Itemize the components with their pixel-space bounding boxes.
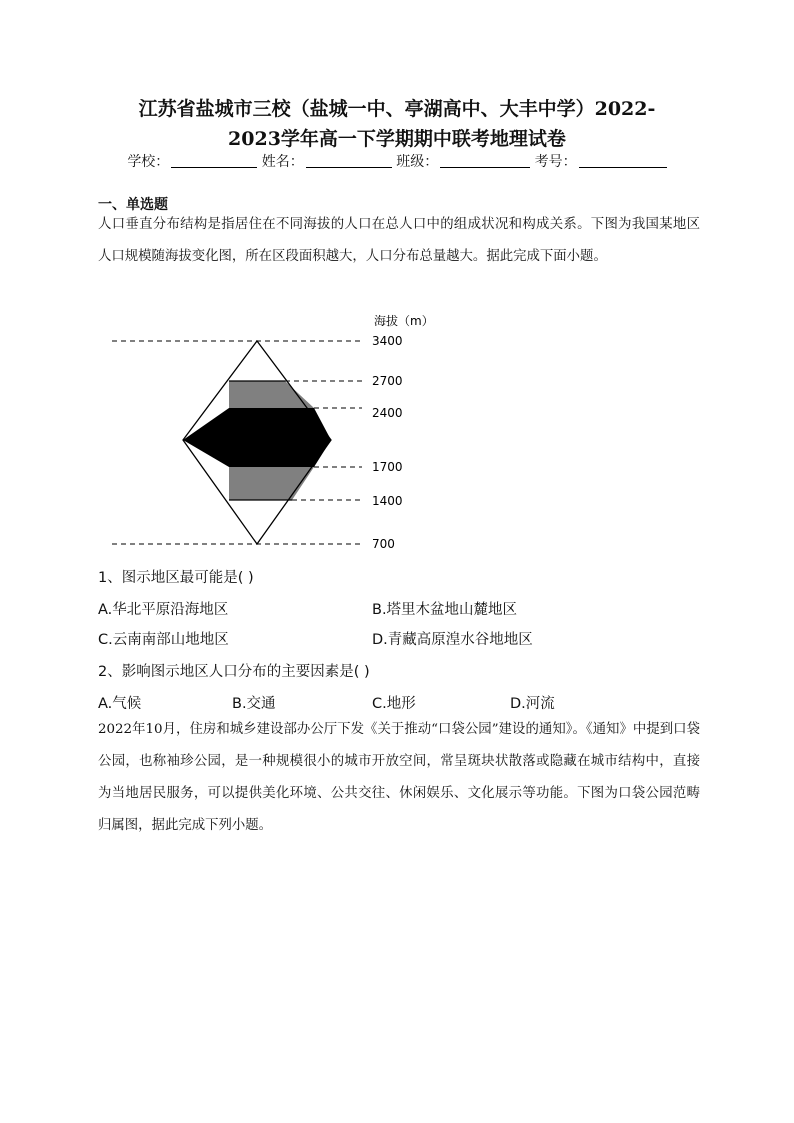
class-blank[interactable] <box>440 153 530 168</box>
question-1-stem: 1、图示地区最可能是( ) <box>98 570 254 586</box>
number-blank[interactable] <box>579 153 667 168</box>
school-blank[interactable] <box>171 153 257 168</box>
population-elevation-diagram <box>100 305 434 555</box>
student-info-row <box>0 152 794 172</box>
tick-700: 700 <box>372 537 395 551</box>
axis-label: 海拔（m） <box>374 314 434 328</box>
q1-option-b[interactable]: B.塔里木盆地山麓地区 <box>372 602 518 618</box>
question-2-stem: 2、影响图示地区人口分布的主要因素是( ) <box>98 664 370 680</box>
q1-option-d[interactable]: D.青藏高原湟水谷地地区 <box>372 632 533 648</box>
exam-title-line2: 2023学年高一下学期期中联考地理试卷 <box>228 128 566 150</box>
passage-population: 人口垂直分布结构是指居住在不同海拔的人口在总人口中的组成状况和构成关系。下图为我国某地区人口规模随海拔变化图，所在区段面积越大，人口分布总量越大。据此完成下面小题。 <box>98 217 700 264</box>
band-1700-1400 <box>229 467 314 500</box>
band-2400-1700 <box>183 408 331 467</box>
tick-3400: 3400 <box>372 334 403 348</box>
section-title: 一、单选题 <box>98 197 168 213</box>
tick-1400: 1400 <box>372 494 403 508</box>
q2-option-c[interactable]: C.地形 <box>372 696 416 712</box>
q2-option-d[interactable]: D.河流 <box>510 696 555 712</box>
number-label: 考号： <box>534 154 577 170</box>
q1-option-c[interactable]: C.云南南部山地地区 <box>98 632 229 648</box>
name-label: 姓名： <box>261 154 304 170</box>
exam-title-line1: 江苏省盐城市三校（盐城一中、亭湖高中、大丰中学）2022- <box>138 98 656 120</box>
q2-option-a[interactable]: A.气候 <box>98 696 142 712</box>
passage-pocket-park: 2022年10月，住房和城乡建设部办公厅下发《关于推动“口袋公园”建设的通知》。《通知》中提到口袋公园，也称袖珍公园，是一种规模很小的城市开放空间，常呈斑块状散落或隐藏在城市结构中，直接为当地居民服务，可以提供美化环境、公共交往、休闲娱乐、文化展示等功能。下图为口袋公园范畴归属图，据此完成下列小题。 <box>98 722 700 833</box>
tick-2700: 2700 <box>372 374 403 388</box>
name-blank[interactable] <box>306 153 392 168</box>
band-2700-2400 <box>229 381 314 408</box>
q2-option-b[interactable]: B.交通 <box>232 696 276 712</box>
tick-2400: 2400 <box>372 406 403 420</box>
q1-option-a[interactable]: A.华北平原沿海地区 <box>98 602 229 618</box>
class-label: 班级： <box>396 154 439 170</box>
school-label: 学校： <box>127 154 170 170</box>
tick-1700: 1700 <box>372 460 403 474</box>
